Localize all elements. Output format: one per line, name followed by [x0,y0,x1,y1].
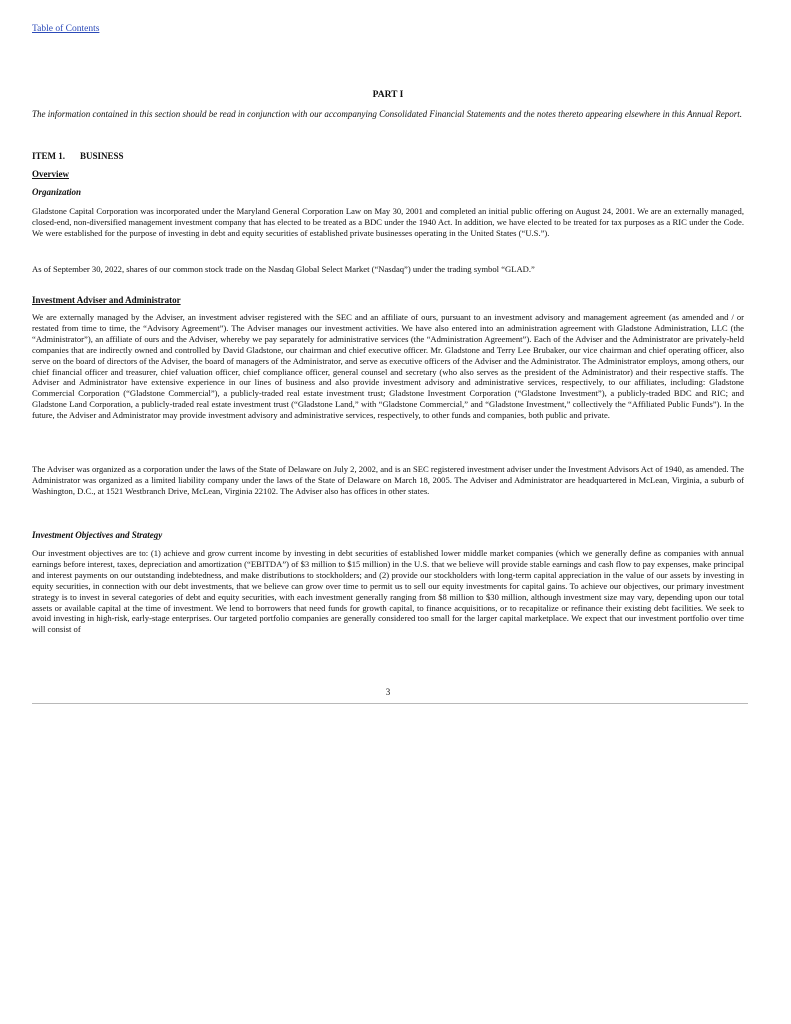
item-title: BUSINESS [80,151,124,161]
table-of-contents-link[interactable]: Table of Contents [32,24,100,34]
page-number: 3 [385,687,391,697]
objectives-paragraph-1: Our investment objectives are to: (1) achieve and grow current income by investing in debt securities of established lower middle market companies (which we generally define as companies with annual earnings before interest, taxes, depreciation and amortization (“EBITDA”) of $3 million to $15 million) in the U.S. that we believe will provide stable earnings and cash flow to pay expenses, make principal and interest payments on our outstanding indebtedness, and make distributions to stockholders; and (2) provide our stockholders with long-term capital appreciation in the value of our assets by investing in equity securities, in connection with our debt investments, that we believe can grow over time to permit us to sell our equity investments for capital gains. To achieve our objectives, our primary investment strategy is to invest in several categories of debt and equity securities, with each investment generally ranging from $8 million to $30 million, although investment size may vary, depending upon our total assets or available capital at the time of investment. We lend to borrowers that need funds for growth capital, to finance acquisitions, or to recapitalize or refinance their existing debt facilities. We seek to avoid investing in high-risk, early-stage enterprises. Our targeted portfolio companies are generally considered too small for the larger capital marketplace. We expect that our investment portfolio over time will consist of [32,548,744,635]
item-heading [32,151,124,161]
part-intro: The information contained in this section should be read in conjunction with our accompanying Consolidated Financial Statements and the notes thereto appearing elsewhere in this Annual Report. [32,109,743,119]
adviser-paragraph-2: The Adviser was organized as a corporation under the laws of the State of Delaware on July 2, 2002, and is an SEC registered investment adviser under the Investment Advisors Act of 1940, as amended. The Administrator was organized as a limited liability company under the laws of the State of Delaware on March 18, 2005. The Adviser and Administrator are headquartered in McLean, Virginia, a suburb of Washington, D.C., at 1521 Westbranch Drive, McLean, Virginia 22102. The Adviser also has offices in other states. [32,464,744,496]
adviser-paragraph-1: We are externally managed by the Adviser, an investment adviser registered with the SEC and an affiliate of ours, pursuant to an investment advisory and management agreement (as amended and / or restated from time to time, the “Advisory Agreement”). The Adviser manages our investment activities. We have also entered into an administration agreement with Gladstone Administration, LLC (the “Administrator”), an affiliate of ours and the Adviser, whereby we pay separately for administrative services (the “Administration Agreement”). Each of the Adviser and the Administrator are privately-held companies that are indirectly owned and controlled by David Gladstone, our chairman and chief executive officer. Mr. Gladstone and Terry Lee Brubaker, our vice chairman and chief operating officer, also serve on the board of directors of the Adviser, the board of managers of the Administrator, and serve as executive officers of the Adviser and the Administrator. The Administrator employs, among others, our chief financial officer and treasurer, chief valuation officer, chief compliance officer, general counsel and secretary (who also serves as the president of the Administrator) and their respective staffs. The Adviser and Administrator have extensive experience in our lines of business and also provide investment advisory and administrative services, respectively, to our affiliates, including: Gladstone Commercial Corporation (“Gladstone Commercial”), a publicly-traded real estate investment trust; Gladstone Investment Corporation (“Gladstone Investment”), a publicly-traded BDC and RIC; and Gladstone Land Corporation, a publicly-traded real estate investment trust (“Gladstone Land,” with “Gladstone Commercial,” and “Gladstone Investment,” collectively the “Affiliated Public Funds”). In the future, the Adviser and Administrator may provide investment advisory and administrative services, respectively, to other funds and companies, both public and private. [32,312,744,421]
overview-heading: Overview [32,169,69,179]
part-title: PART I [372,90,404,100]
objectives-heading: Investment Objectives and Strategy [32,530,163,540]
organization-paragraph-1: Gladstone Capital Corporation was incorporated under the Maryland General Corporation Law on May 30, 2001 and completed an initial public offering on August 24, 2001. We are an externally managed, closed-end, non-diversified management investment company that has elected to be treated as a BDC under the 1940 Act. In addition, we have elected to be treated for tax purposes as a RIC under the Code. We were established for the purpose of investing in debt and equity securities of established private businesses operating in the United States (“U.S.”). [32,206,744,238]
organization-heading: Organization [32,187,82,197]
item-number: ITEM 1. [32,151,66,161]
page-divider [32,703,748,704]
organization-paragraph-2: As of September 30, 2022, shares of our common stock trade on the Nasdaq Global Select Market (“Nasdaq”) under the trading symbol “GLAD.” [32,264,535,274]
adviser-heading: Investment Adviser and Administrator [32,295,181,305]
